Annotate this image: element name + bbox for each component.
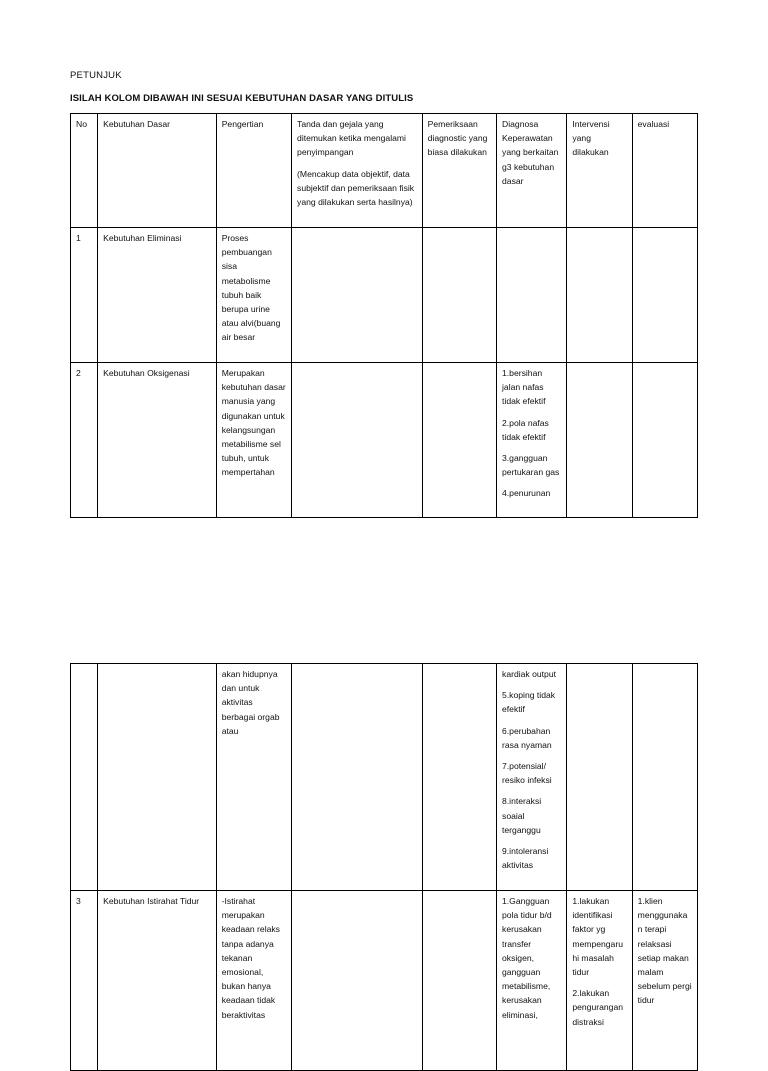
col-pemeriksaan-cell <box>422 363 496 518</box>
cell-text: 5.koping tidak efektif <box>502 690 556 715</box>
header-text: No <box>76 119 87 129</box>
col-pemeriksaan-cell <box>422 228 496 363</box>
table-row <box>71 363 698 518</box>
table-row <box>71 891 698 1071</box>
col-diagnosa-cell <box>497 891 567 1071</box>
cell-text: 1.klien menggunakan terapi relaksasi setiap makan malam sebelum pergi tidur <box>637 896 692 1006</box>
col-pengertian-cell <box>216 891 291 1071</box>
header-text: Pengertian <box>221 119 264 129</box>
col-no-cell <box>71 664 98 891</box>
header-text: Pemeriksaan diagnostic yang biasa dilakukan <box>427 119 488 158</box>
cell-text: 1.Gangguan pola tidur b/d kerusakan transfer oksigen, gangguan metabilisme, kerusakan eliminasi, <box>502 896 552 1020</box>
col-no-cell <box>71 363 98 518</box>
header-text: Diagnosa Keperawatan yang berkaitan g3 kebutuhan dasar <box>502 119 559 186</box>
cell-text: 9.intoleransi aktivitas <box>502 846 549 871</box>
cell-text: akan hidupnya dan untuk aktivitas berbagai orgab atau <box>221 669 280 736</box>
col-intervensi-cell <box>567 363 632 518</box>
col-pengertian-cell <box>216 228 291 363</box>
assessment-table-page-2 <box>70 663 698 1071</box>
header-text: Tanda dan gejala yang ditemukan ketika mengalami penyimpangan <box>297 119 406 158</box>
col-evaluasi-cell <box>632 664 697 891</box>
col-pengertian-cell <box>216 363 291 518</box>
cell-text: 1.lakukan identifikasi faktor yg mempengaruhi masalah tidur <box>572 896 623 978</box>
cell-text: Kebutuhan Istirahat Tidur <box>103 896 200 906</box>
header-text: evaluasi <box>637 119 670 129</box>
cell-text: 4.penurunan <box>502 488 551 499</box>
col-tanda-gejala-header <box>292 114 423 228</box>
col-pemeriksaan-header <box>422 114 496 228</box>
col-intervensi-cell <box>567 228 632 363</box>
cell-text: 3.gangguan pertukaran gas <box>502 453 560 478</box>
col-pemeriksaan-cell <box>422 891 496 1071</box>
cell-text: 1 <box>76 233 81 243</box>
col-kebutuhan-dasar-cell <box>98 363 217 518</box>
petunjuk-label: PETUNJUK <box>70 70 122 81</box>
header-row <box>71 114 698 228</box>
col-evaluasi-cell <box>632 228 697 363</box>
cell-text: 8.interaksi soaial terganggu <box>502 796 542 835</box>
col-diagnosa-cell <box>497 228 567 363</box>
col-intervensi-cell <box>567 664 632 891</box>
col-tanda-gejala-cell <box>292 664 423 891</box>
cell-text: Proses pembuangan sisa metabolisme tubuh baik berupa urine atau alvi(buang air besar <box>221 233 281 343</box>
cell-text: -Istirahat merupakan keadaan relaks tanpa adanya tekanan emosional, bukan hanya keadaan tidak beraktivitas <box>221 896 280 1020</box>
col-diagnosa-cell <box>497 664 567 891</box>
col-diagnosa-header <box>497 114 567 228</box>
cell-text: Merupakan kebutuhan dasar manusia yang digunakan untuk kelangsungan metabilisme sel tubuh, untuk mempertahan <box>221 368 286 478</box>
cell-text: 2.lakukan pengurangan distraksi <box>572 988 623 1027</box>
assessment-table-page-1 <box>70 113 698 518</box>
col-pengertian-cell <box>216 664 291 891</box>
instruction-title: ISILAH KOLOM DIBAWAH INI SESUAI KEBUTUHAN DASAR YANG DITULIS <box>70 93 414 104</box>
cell-text: 7.potensial/ resiko infeksi <box>502 761 552 786</box>
col-evaluasi-cell <box>632 363 697 518</box>
col-evaluasi-cell <box>632 891 697 1071</box>
table-row <box>71 228 698 363</box>
col-tanda-gejala-cell <box>292 228 423 363</box>
col-no-cell <box>71 891 98 1071</box>
col-pemeriksaan-cell <box>422 664 496 891</box>
col-tanda-gejala-cell <box>292 363 423 518</box>
col-no-cell <box>71 228 98 363</box>
col-diagnosa-cell <box>497 363 567 518</box>
cell-text: 1.bersihan jalan nafas tidak efektif <box>502 368 546 407</box>
cell-text: 3 <box>76 896 81 906</box>
col-kebutuhan-dasar-cell <box>98 228 217 363</box>
cell-text: 6.perubahan rasa nyaman <box>502 725 552 750</box>
cell-text: 2 <box>76 368 81 378</box>
col-kebutuhan-dasar-cell <box>98 891 217 1071</box>
cell-text: Kebutuhan Oksigenasi <box>103 368 190 378</box>
table-row <box>71 664 698 891</box>
header-text: Intervensi yang dilakukan <box>572 119 610 158</box>
col-intervensi-cell <box>567 891 632 1071</box>
col-evaluasi-header <box>632 114 697 228</box>
header-text: Kebutuhan Dasar <box>103 119 171 129</box>
col-tanda-gejala-cell <box>292 891 423 1071</box>
col-kebutuhan-dasar-cell <box>98 664 217 891</box>
cell-text: Kebutuhan Eliminasi <box>103 233 182 243</box>
col-no-header <box>71 114 98 228</box>
col-intervensi-header <box>567 114 632 228</box>
header-text: (Mencakup data objektif, data subjektif dan pemeriksaan fisik yang dilakukan serta hasilnya) <box>297 168 415 208</box>
col-pengertian-header <box>216 114 291 228</box>
cell-text: kardiak output <box>502 669 556 679</box>
col-kebutuhan-dasar-header <box>98 114 217 228</box>
cell-text: 2.pola nafas tidak efektif <box>502 417 549 442</box>
page-header <box>70 70 710 104</box>
